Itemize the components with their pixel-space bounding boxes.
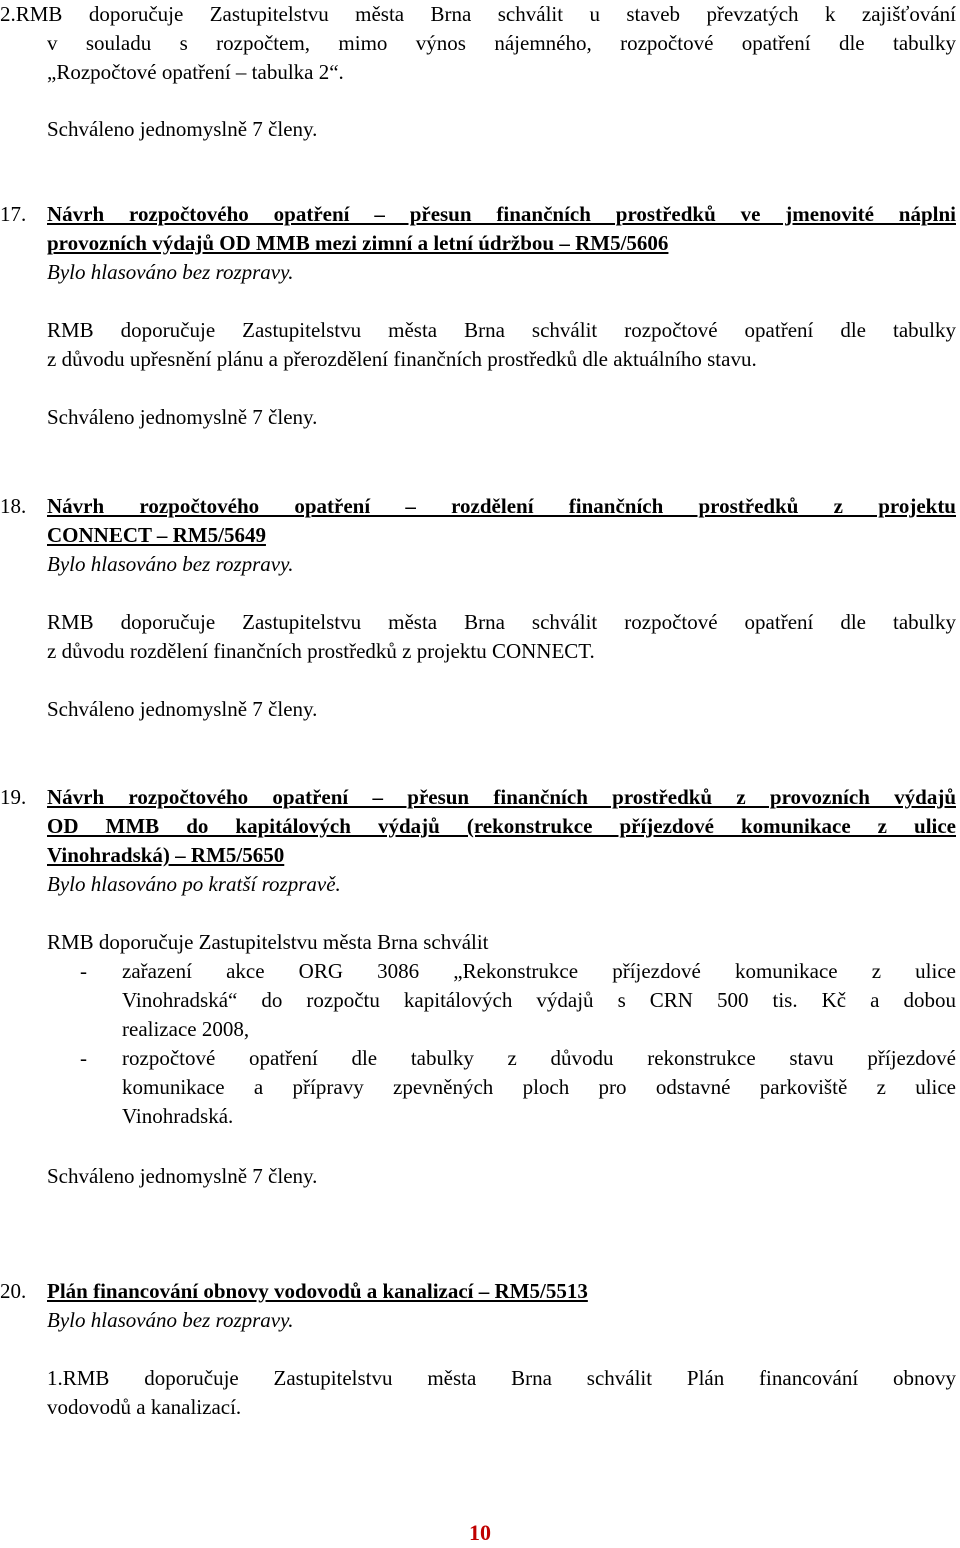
- bullet-line: komunikace a přípravy zpevněných ploch pro odstavné parkoviště z ulice: [122, 1075, 956, 1099]
- item-title-line: provozních výdajů OD MMB mezi zimní a letní údržbou – RM5/5606: [47, 231, 669, 255]
- item-title-line: Vinohradská) – RM5/5650: [47, 843, 285, 867]
- approval-note: Schváleno jednomyslně 7 členy.: [47, 117, 318, 141]
- paragraph-line: v souladu s rozpočtem, mimo výnos nájemného, rozpočtové opatření dle tabulky: [47, 31, 956, 55]
- resolution-intro: RMB doporučuje Zastupitelstvu města Brna schválit: [47, 930, 489, 954]
- bullet-line: Vinohradská.: [122, 1104, 234, 1128]
- resolution-line: 1.RMB doporučuje Zastupitelstvu města Brna schválit Plán financování obnovy: [47, 1366, 956, 1390]
- paragraph-line: „Rozpočtové opatření – tabulka 2“.: [47, 60, 344, 84]
- page-number: 10: [469, 1520, 491, 1545]
- approval-note: Schváleno jednomyslně 7 členy.: [47, 697, 318, 721]
- item-title-line: Návrh rozpočtového opatření – rozdělení finančních prostředků z projektu: [47, 494, 956, 518]
- bullet-marker: -: [80, 959, 87, 983]
- item-number: 19.: [0, 785, 27, 809]
- item-number: 18.: [0, 494, 27, 518]
- approval-note: Schváleno jednomyslně 7 členy.: [47, 405, 318, 429]
- item-title-line: CONNECT – RM5/5649: [47, 523, 266, 547]
- bullet-line: rozpočtové opatření dle tabulky z důvodu rekonstrukce stavu příjezdové: [122, 1046, 956, 1070]
- bullet-line: realizace 2008,: [122, 1017, 250, 1041]
- resolution-line: vodovodů a kanalizací.: [47, 1395, 242, 1419]
- resolution-line: RMB doporučuje Zastupitelstvu města Brna schválit rozpočtové opatření dle tabulky: [47, 318, 956, 342]
- resolution-line: z důvodu upřesnění plánu a přerozdělení finančních prostředků dle aktuálního stavu.: [47, 347, 757, 371]
- item-number: 17.: [0, 202, 27, 226]
- vote-note: Bylo hlasováno bez rozpravy.: [47, 552, 294, 576]
- vote-note: Bylo hlasováno bez rozpravy.: [47, 1308, 294, 1332]
- item-title-line: Návrh rozpočtového opatření – přesun finančních prostředků z provozních výdajů: [47, 785, 956, 809]
- paragraph-line: 2.RMB doporučuje Zastupitelstvu města Brna schválit u staveb převzatých k zajišťování: [0, 2, 956, 26]
- item-title-line: Plán financování obnovy vodovodů a kanalizací – RM5/5513: [47, 1279, 588, 1303]
- vote-note: Bylo hlasováno bez rozpravy.: [47, 260, 294, 284]
- item-title-line: Návrh rozpočtového opatření – přesun finančních prostředků ve jmenovité náplni: [47, 202, 956, 226]
- approval-note: Schváleno jednomyslně 7 členy.: [47, 1164, 318, 1188]
- bullet-line: Vinohradská“ do rozpočtu kapitálových výdajů s CRN 500 tis. Kč a dobou: [122, 988, 956, 1012]
- bullet-marker: -: [80, 1046, 87, 1070]
- item-title-line: OD MMB do kapitálových výdajů (rekonstrukce příjezdové komunikace z ulice: [47, 814, 956, 838]
- resolution-line: z důvodu rozdělení finančních prostředků z projektu CONNECT.: [47, 639, 595, 663]
- item-number: 20.: [0, 1279, 27, 1303]
- bullet-line: zařazení akce ORG 3086 „Rekonstrukce příjezdové komunikace z ulice: [122, 959, 956, 983]
- resolution-line: RMB doporučuje Zastupitelstvu města Brna schválit rozpočtové opatření dle tabulky: [47, 610, 956, 634]
- vote-note: Bylo hlasováno po kratší rozpravě.: [47, 872, 341, 896]
